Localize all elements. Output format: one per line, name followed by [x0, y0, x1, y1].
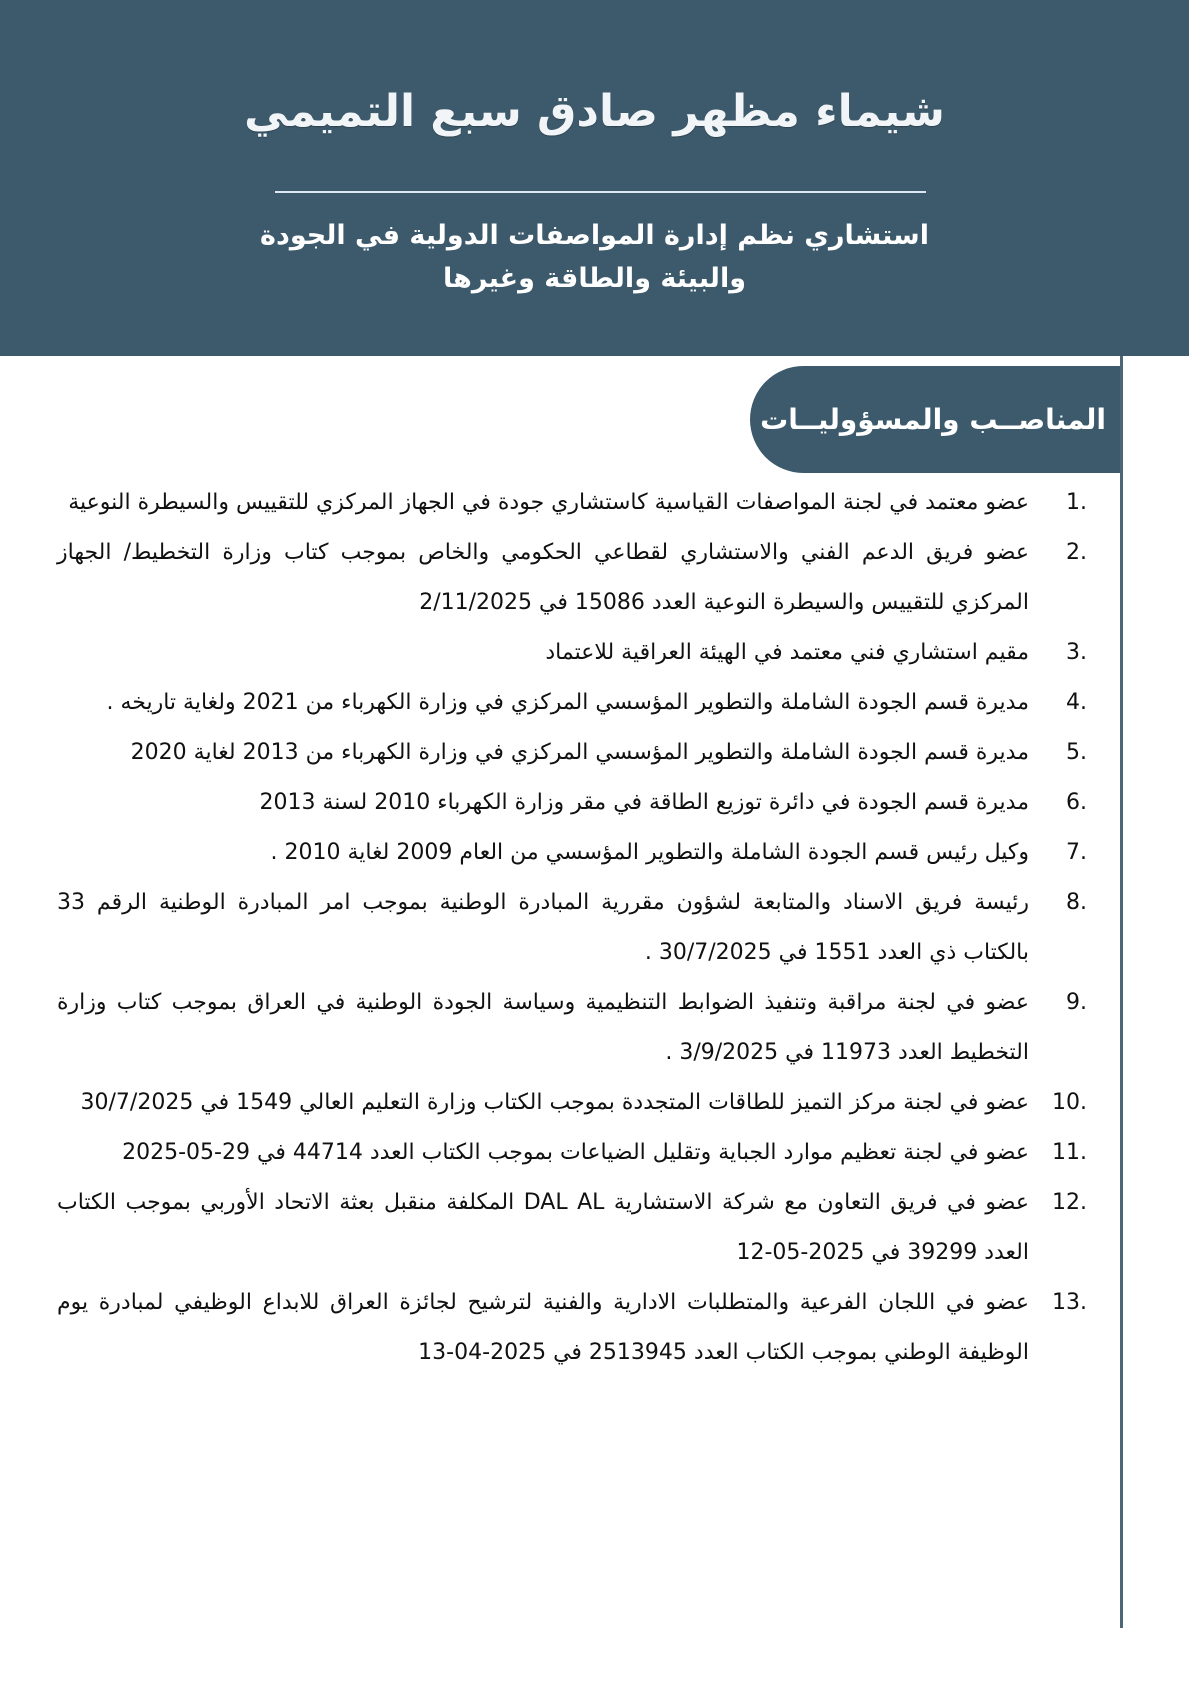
- item-text: مديرة قسم الجودة في دائرة توزيع الطاقة في مقر وزارة الكهرباء 2010 لسنة 2013: [259, 790, 1029, 815]
- item-number: 4.: [1066, 690, 1087, 715]
- job-title-line-1: استشاري نظم إدارة المواصفات الدولية في الجودة: [260, 220, 929, 251]
- list-item: [57, 978, 1087, 1078]
- item-number: 6.: [1066, 790, 1087, 815]
- item-text: مقيم استشاري فني معتمد في الهيئة العراقية للاعتماد: [545, 640, 1029, 665]
- item-text: عضو في لجنة مراقبة وتنفيذ الضوابط التنظيمية وسياسة الجودة الوطنية في العراق بموجب كتاب وزارة التخطيط العدد 11973 في 3/9/2025 .: [57, 990, 1029, 1065]
- item-number: 8.: [1066, 890, 1087, 915]
- item-text: عضو فريق الدعم الفني والاستشاري لقطاعي الحكومي والخاص بموجب كتاب وزارة التخطيط/ الجهاز المركزي للتقييس والسيطرة النوعية العدد 15086 في 2/11/2025: [57, 540, 1029, 615]
- item-number: 9.: [1066, 990, 1087, 1015]
- header-band: [0, 0, 1189, 356]
- list-item: [57, 628, 1087, 678]
- section-title: المناصــب والمسؤوليــات: [760, 403, 1106, 436]
- item-text: عضو في فريق التعاون مع شركة الاستشارية DAL AL المكلفة منقبل بعثة الاتحاد الأوربي بموجب الكتاب العدد 39299 في 2025-05-12: [57, 1190, 1029, 1265]
- item-text: عضو معتمد في لجنة المواصفات القياسية كاستشاري جودة في الجهاز المركزي للتقييس والسيطرة النوعية: [68, 490, 1029, 515]
- vertical-rule: [1120, 356, 1123, 1628]
- item-text: عضو في لجنة مركز التميز للطاقات المتجددة بموجب الكتاب وزارة التعليم العالي 1549 في 30/7/2025: [80, 1090, 1029, 1115]
- item-number: 5.: [1066, 740, 1087, 765]
- list-item: [57, 828, 1087, 878]
- item-number: 13.: [1052, 1290, 1087, 1315]
- item-number: 12.: [1052, 1190, 1087, 1215]
- item-text: رئيسة فريق الاسناد والمتابعة لشؤون مقررية المبادرة الوطنية بموجب امر المبادرة الوطنية الرقم 33 بالكتاب ذي العدد 1551 في 30/7/2025 .: [57, 890, 1029, 965]
- job-title: [0, 214, 1189, 300]
- item-text: مديرة قسم الجودة الشاملة والتطوير المؤسسي المركزي في وزارة الكهرباء من 2021 ولغاية تاريخه .: [106, 690, 1029, 715]
- item-number: 2.: [1066, 540, 1087, 565]
- list-item: [57, 1178, 1087, 1278]
- person-name: شيماء مظهر صادق سبع التميمي: [244, 86, 945, 137]
- list-item: [57, 1128, 1087, 1178]
- item-number: 10.: [1052, 1090, 1087, 1115]
- item-number: 1.: [1066, 490, 1087, 515]
- list-item: [57, 678, 1087, 728]
- list-item: [57, 1078, 1087, 1128]
- item-text: عضو في لجنة تعظيم موارد الجباية وتقليل الضياعات بموجب الكتاب العدد 44714 في 29-05-2025: [122, 1140, 1029, 1165]
- list-item: [57, 528, 1087, 628]
- item-text: عضو في اللجان الفرعية والمتطلبات الادارية والفنية لترشيح لجائزة العراق للابداع الوظيفي لمبادرة يوم الوظيفة الوطني بموجب الكتاب العدد 2513945 في 2025-04-13: [57, 1290, 1029, 1365]
- list-item: [57, 478, 1087, 528]
- item-number: 3.: [1066, 640, 1087, 665]
- section-heading-tab: [750, 366, 1120, 473]
- item-number: 7.: [1066, 840, 1087, 865]
- item-number: 11.: [1052, 1140, 1087, 1165]
- list-item: [57, 778, 1087, 828]
- list-item: [57, 1278, 1087, 1378]
- header-divider: [275, 191, 926, 193]
- job-title-line-2: والبيئة والطاقة وغيرها: [443, 263, 746, 294]
- item-text: مديرة قسم الجودة الشاملة والتطوير المؤسسي المركزي في وزارة الكهرباء من 2013 لغاية 2020: [130, 740, 1029, 765]
- list-item: [57, 728, 1087, 778]
- item-text: وكيل رئيس قسم الجودة الشاملة والتطوير المؤسسي من العام 2009 لغاية 2010 .: [270, 840, 1029, 865]
- list-item: [57, 878, 1087, 978]
- positions-list: [57, 478, 1087, 1378]
